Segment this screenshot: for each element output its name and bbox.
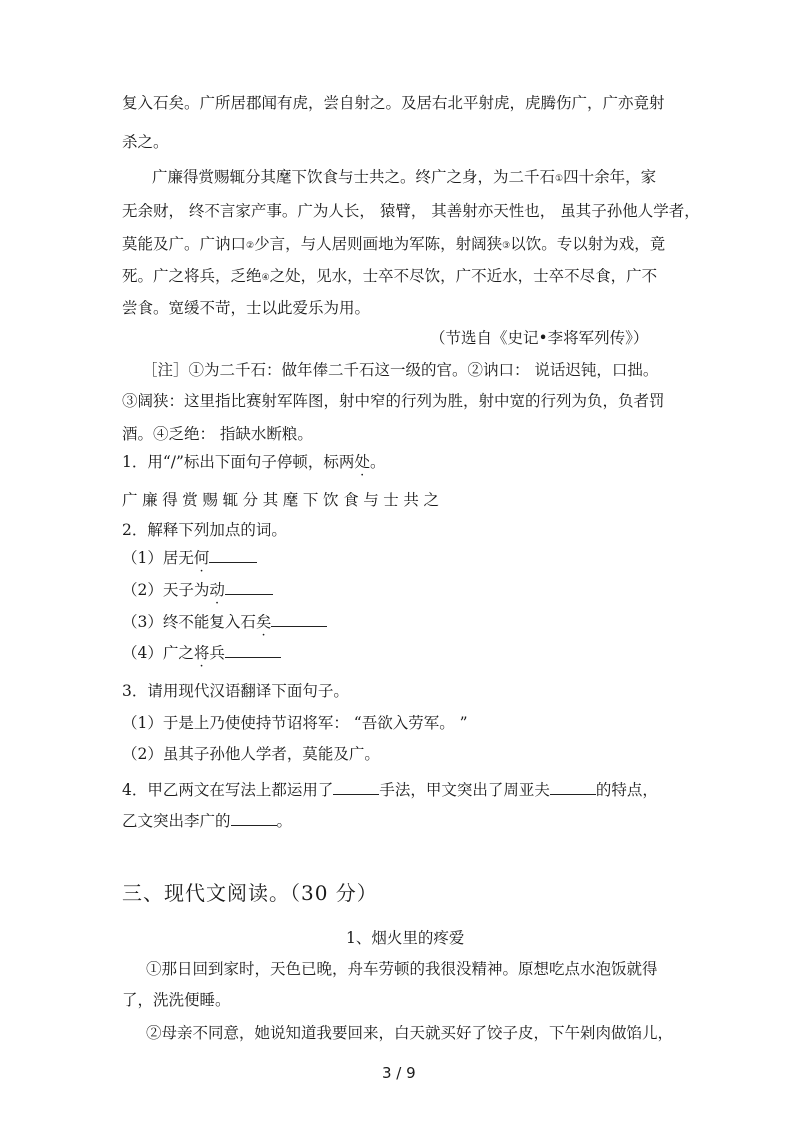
answer-blank[interactable] xyxy=(231,809,277,826)
question-1: 1．用“/”标出下面句子停顿，标两处。 xyxy=(122,453,386,471)
answer-blank[interactable] xyxy=(225,578,273,595)
passage-line: 死。广之将兵，乏绝④之处，见水，士卒不尽饮，广不近水，士卒不尽食，广不 xyxy=(122,267,658,285)
page-number: 3 / 9 xyxy=(382,1064,416,1082)
footnote-marker: ② xyxy=(246,241,255,251)
question-3-title: 3．请用现代汉语翻译下面句子。 xyxy=(122,682,349,700)
answer-blank[interactable] xyxy=(225,641,281,658)
question-2-item: （4）广之将兵 xyxy=(122,641,281,664)
article-line: 了，洗洗便睡。 xyxy=(122,991,231,1009)
passage-line: 杀之。 xyxy=(122,133,169,151)
question-2-item: （2）天子为动 xyxy=(122,578,273,601)
footnote-marker: ④ xyxy=(261,273,270,283)
dotted-char: 将 xyxy=(193,644,210,662)
article-line: ①那日回到家时，天色已晚，舟车劳顿的我很没精神。原想吃点水泡饭就得 xyxy=(146,960,658,978)
question-3-item: （1）于是上乃使使持节诏将军： “吾欲入劳军。 ” xyxy=(122,714,468,732)
dotted-char: 矣 xyxy=(255,613,272,631)
answer-blank[interactable] xyxy=(271,610,327,627)
passage-line: 广廉得赏赐辄分其麾下饮食与士共之。终广之身，为二千石①四十余年，家 xyxy=(152,168,657,186)
note-line: ③阔狭：这里指比赛射军阵图，射中窄的行列为胜，射中宽的行列为负，负者罚 xyxy=(122,392,665,410)
answer-blank[interactable] xyxy=(550,778,596,795)
question-2-item: （3）终不能复入石矣 xyxy=(122,610,327,633)
question-4: 乙文突出李广的 。 xyxy=(122,809,292,832)
question-1-sentence: 广廉得赏赐辄分其麾下饮食与士共之 xyxy=(122,491,444,509)
question-2-title: 2．解释下列加点的词。 xyxy=(122,521,287,539)
section-title: 三、现代文阅读。（30 分） xyxy=(122,881,378,905)
answer-blank[interactable] xyxy=(209,546,257,563)
dotted-char: 处 xyxy=(354,453,370,471)
note-line: ［注］①为二千石：做年俸二千石这一级的官。②讷口： 说话迟钝，口拙。 xyxy=(142,361,659,379)
article-title: 1、烟火里的疼爱 xyxy=(346,929,465,947)
passage-line: 莫能及广。广讷口②少言，与人居则画地为军陈，射阔狭③以饮。专以射为戏，竟 xyxy=(122,235,666,253)
question-2-item: （1）居无何 xyxy=(122,546,257,569)
article-line: ②母亲不同意，她说知道我要回来，白天就买好了饺子皮，下午剁肉做馅儿， xyxy=(146,1024,674,1042)
answer-blank[interactable] xyxy=(333,778,379,795)
question-4: 4．甲乙两文在写法上都运用了 手法，甲文突出了周亚夫 的特点， xyxy=(122,778,658,801)
passage-source: （节选自《史记•李将军列传》） xyxy=(430,329,649,347)
passage-line: 尝食。宽缓不苛，士以此爱乐为用。 xyxy=(122,299,371,317)
question-3-item: （2）虽其子孙他人学者，莫能及广。 xyxy=(122,745,380,763)
dotted-char: 动 xyxy=(209,581,225,599)
note-line: 酒。④乏绝： 指缺水断粮。 xyxy=(122,425,313,443)
footnote-marker: ③ xyxy=(502,241,511,251)
dotted-char: 何 xyxy=(193,549,210,567)
footnote-marker: ① xyxy=(555,174,564,184)
passage-line: 无余财， 终不言家产事。广为人长， 猿臂， 其善射亦天性也， 虽其子孙他人学者， xyxy=(122,202,700,220)
passage-line: 复入石矣。广所居郡闻有虎，尝自射之。及居右北平射虎，虎腾伤广，广亦竟射 xyxy=(122,94,665,112)
